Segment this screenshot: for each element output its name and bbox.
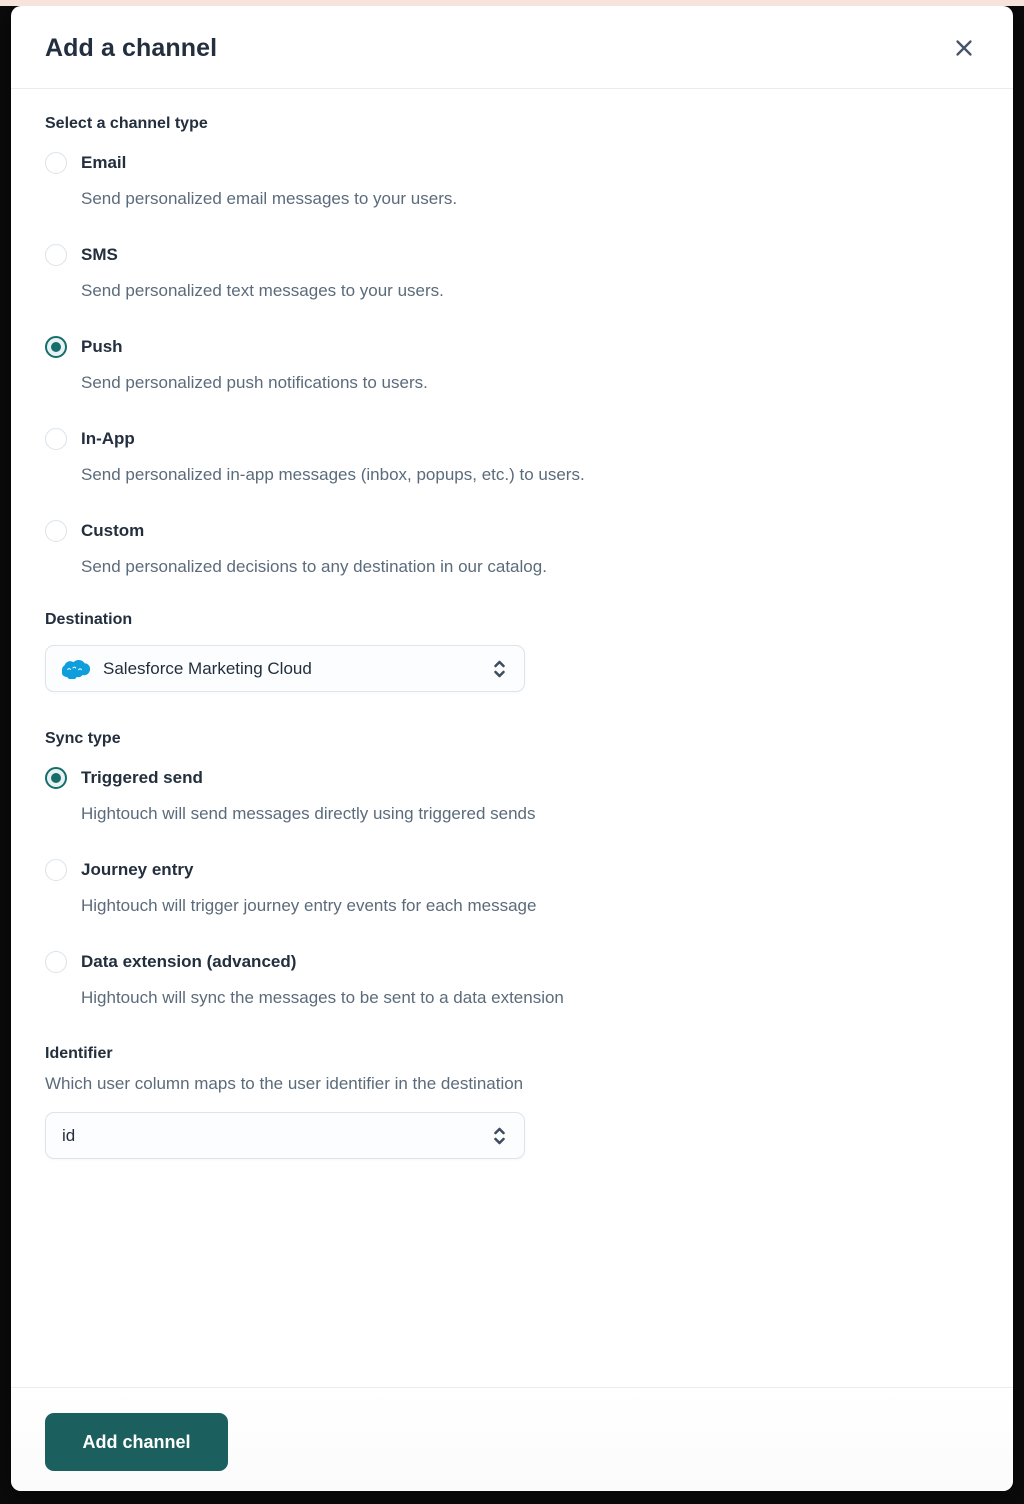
background-top-strip [0,0,1024,6]
channel-option-email [45,151,979,212]
radio-sms[interactable] [45,244,67,266]
radio-email[interactable] [45,152,67,174]
radio-data-extension-label[interactable]: Data extension (advanced) [81,952,297,971]
radio-custom-description: Send personalized decisions to any destination in our catalog. [81,557,547,576]
sync-option-row [45,858,979,882]
channel-option-in-app [45,427,979,488]
chevron-updown-icon [491,1125,508,1147]
modal-footer [11,1387,1013,1491]
sync-type-section [45,730,979,1011]
channel-option-sms [45,243,979,304]
channel-option-row [45,151,979,175]
channel-option-row [45,243,979,267]
add-channel-modal [11,6,1013,1491]
destination-section [45,611,979,692]
radio-custom-label[interactable]: Custom [81,521,145,540]
identifier-select-value: id [62,1125,76,1145]
modal-header [11,6,1013,89]
radio-email-description: Send personalized email messages to your users. [81,189,458,208]
destination-select[interactable] [45,645,525,692]
chevron-updown-icon [491,658,508,680]
channel-option-push [45,335,979,396]
radio-custom[interactable] [45,520,67,542]
radio-journey-entry-label[interactable]: Journey entry [81,860,194,879]
radio-sms-label[interactable]: SMS [81,245,118,264]
radio-in-app[interactable] [45,428,67,450]
sync-option-data-extension [45,950,979,1011]
channel-type-section-label: Select a channel type [45,115,208,132]
radio-push-label[interactable]: Push [81,337,123,356]
destination-select-value: Salesforce Marketing Cloud [103,658,312,678]
identifier-select[interactable] [45,1112,525,1159]
channel-option-row [45,335,979,359]
radio-journey-entry[interactable] [45,859,67,881]
channel-option-row [45,519,979,543]
destination-label: Destination [45,611,133,628]
salesforce-cloud-icon [62,659,90,679]
add-channel-button[interactable]: Add channel [45,1413,228,1471]
radio-journey-entry-description: Hightouch will trigger journey entry events for each message [81,896,537,915]
radio-in-app-description: Send personalized in-app messages (inbox, popups, etc.) to users. [81,465,585,484]
radio-email-label[interactable]: Email [81,153,127,172]
radio-push[interactable] [45,336,67,358]
identifier-description: Which user column maps to the user identifier in the destination [45,1074,524,1093]
sync-option-journey-entry [45,858,979,919]
identifier-label: Identifier [45,1045,113,1062]
radio-triggered-send[interactable] [45,767,67,789]
channel-option-row [45,427,979,451]
identifier-section [45,1045,979,1159]
sync-type-section-label: Sync type [45,730,121,747]
radio-triggered-send-description: Hightouch will send messages directly using triggered sends [81,804,536,823]
channel-option-custom [45,519,979,580]
sync-option-row [45,950,979,974]
sync-option-triggered-send [45,766,979,827]
close-button[interactable] [949,33,979,63]
radio-triggered-send-label[interactable]: Triggered send [81,768,203,787]
close-icon [953,37,975,59]
modal-title: Add a channel [45,33,218,62]
modal-body [11,89,1013,1387]
radio-sms-description: Send personalized text messages to your users. [81,281,444,300]
sync-option-row [45,766,979,790]
radio-push-description: Send personalized push notifications to users. [81,373,428,392]
radio-data-extension[interactable] [45,951,67,973]
radio-data-extension-description: Hightouch will sync the messages to be sent to a data extension [81,988,564,1007]
radio-in-app-label[interactable]: In-App [81,429,135,448]
